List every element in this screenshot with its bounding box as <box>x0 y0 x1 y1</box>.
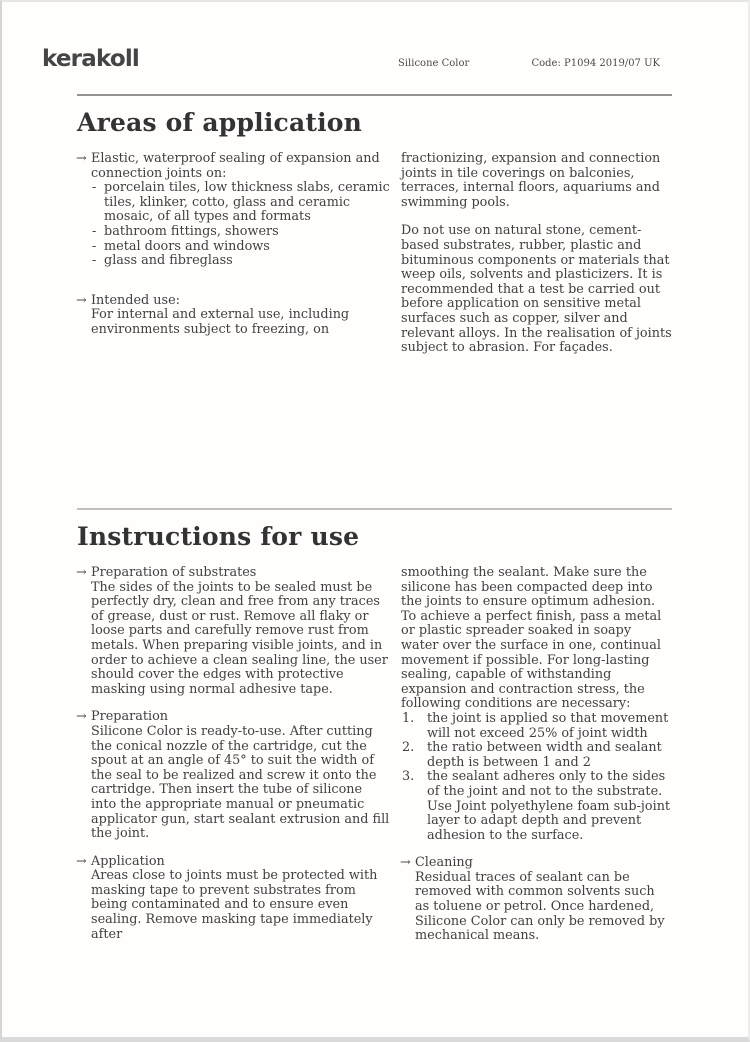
header-document-code: Code: P1094 2019/07 UK <box>531 58 660 69</box>
bullet-body-text: Areas close to joints must be protected with masking tape to prevent substrates from being contaminated and to ensure even sealing. Remove masking tape immediately after <box>91 868 378 942</box>
bullet-body-text: The sides of the joints to be sealed must be perfectly dry, clean and free from any traces of grease, dust or rust. Remove all flaky or loose parts and carefully remove rust from metals. When preparing visible joints, and in order to achieve a clean sealing line, the user should cover the edges with protective masking using normal adhesive tape. <box>91 579 388 697</box>
dash-bullet-icon: - <box>92 223 97 239</box>
paragraph: fractionizing, expansion and connection joints in tile coverings on balconies, terraces, internal floors, aquariums and swimming pools. <box>401 151 661 210</box>
bullet-heading: Intended use: <box>91 292 180 308</box>
dash-bullet-icon: - <box>92 253 97 269</box>
list-item <box>91 254 390 269</box>
list-item-text: metal doors and windows <box>104 238 270 254</box>
bullet-body-text: Silicone Color is ready-to-use. After cutting the conical nozzle of the cartridge, cut the spout at an angle of 45° to suit the width of the seal to be realized and screw it onto the cartridge. Then insert the tube of silicone into the appropriate manual or pneumatic applicator gun, start sealant extrusion and fill the joint. <box>91 723 390 842</box>
section-title-areas: Areas of application <box>77 108 363 137</box>
list-number: 3. <box>402 769 415 785</box>
areas-right-column <box>401 152 672 356</box>
arrow-bullet-icon: → <box>76 709 87 725</box>
list-item-text: glass and fibreglass <box>104 253 233 269</box>
section-areas-of-application <box>77 107 672 508</box>
two-column-layout <box>77 152 672 356</box>
list-item <box>91 181 390 225</box>
dash-bullet-icon: - <box>92 180 97 196</box>
paragraph: Do not use on natural stone, cement-based substrates, rubber, plastic and bituminous components or materials that weep oils, solvents and plasticizers. It is recommended that a test be carried out before application on sensitive metal surfaces such as copper, silver and relevant alloys. In the realisation of joints subject to abrasion. For façades. <box>401 223 672 356</box>
list-item-text: the joint is applied so that movement will not exceed 25% of joint width <box>427 710 669 741</box>
bullet-heading: Application <box>91 853 165 869</box>
list-number: 1. <box>402 710 415 726</box>
section-instructions-for-use <box>77 521 672 944</box>
page-header <box>2 2 748 94</box>
arrow-bullet-icon: → <box>76 565 87 580</box>
bullet-heading: Preparation <box>91 709 169 725</box>
two-column-layout <box>77 566 672 944</box>
bullet-item-intended-use <box>77 294 390 338</box>
list-item <box>91 225 390 240</box>
list-item-text: the sealant adheres only to the sides of the joint and not to the substrate. Use Joint polyethylene foam sub-joint layer to adapt depth and prevent adhesion to the surface. <box>427 769 671 843</box>
bullet-item-application <box>77 855 390 943</box>
bullet-item-cleaning <box>401 856 672 944</box>
paragraph: smoothing the sealant. Make sure the silicone has been compacted deep into the joints to ensure optimum adhesion. To achieve a perfect finish, pass a metal or plastic spreader soaked in soapy water over the surface in one, continual movement if possible. For long-lasting sealing, capable of withstanding expansion and contraction stress, the following conditions are necessary: <box>401 565 662 712</box>
list-item-text: porcelain tiles, low thickness slabs, ceramic tiles, klinker, cotto, glass and ceramic mosaic, of all types and formats <box>104 180 390 225</box>
arrow-bullet-icon: → <box>76 853 87 869</box>
instructions-left-column <box>77 566 390 944</box>
arrow-bullet-icon: → <box>76 151 87 166</box>
bullet-body-text: Residual traces of sealant can be removed with common solvents such as toluene or petrol. Once hardened, Silicone Color can only be removed by mechanical means. <box>415 869 665 944</box>
bullet-heading: Cleaning <box>415 855 473 871</box>
arrow-bullet-icon: → <box>400 855 411 871</box>
numbered-list-item <box>401 712 672 741</box>
list-item <box>91 240 390 255</box>
bullet-item-sealing <box>77 152 390 269</box>
list-item-text: bathroom fittings, showers <box>104 223 279 239</box>
list-item-text: the ratio between width and sealant depth is between 1 and 2 <box>427 740 662 770</box>
bullet-heading: Preparation of substrates <box>91 565 257 580</box>
numbered-list-item <box>401 770 672 843</box>
bullet-body-text: For internal and external use, including environments subject to freezing, on <box>91 307 350 337</box>
bullet-lead-text: Elastic, waterproof sealing of expansion and connection joints on: <box>91 151 380 181</box>
instructions-right-column <box>401 566 672 944</box>
section-divider <box>77 508 672 510</box>
header-product-name: Silicone Color <box>398 58 470 69</box>
arrow-bullet-icon: → <box>76 292 87 308</box>
numbered-list-item <box>401 741 672 770</box>
header-divider <box>77 94 672 96</box>
list-number: 2. <box>402 740 415 756</box>
bullet-item-preparation <box>77 710 390 841</box>
areas-left-column <box>77 152 390 356</box>
bullet-item-preparation-substrates <box>77 566 390 697</box>
kerakoll-logo: kerakoll <box>42 46 139 72</box>
section-title-instructions: Instructions for use <box>77 522 360 551</box>
dash-bullet-icon: - <box>92 238 97 254</box>
